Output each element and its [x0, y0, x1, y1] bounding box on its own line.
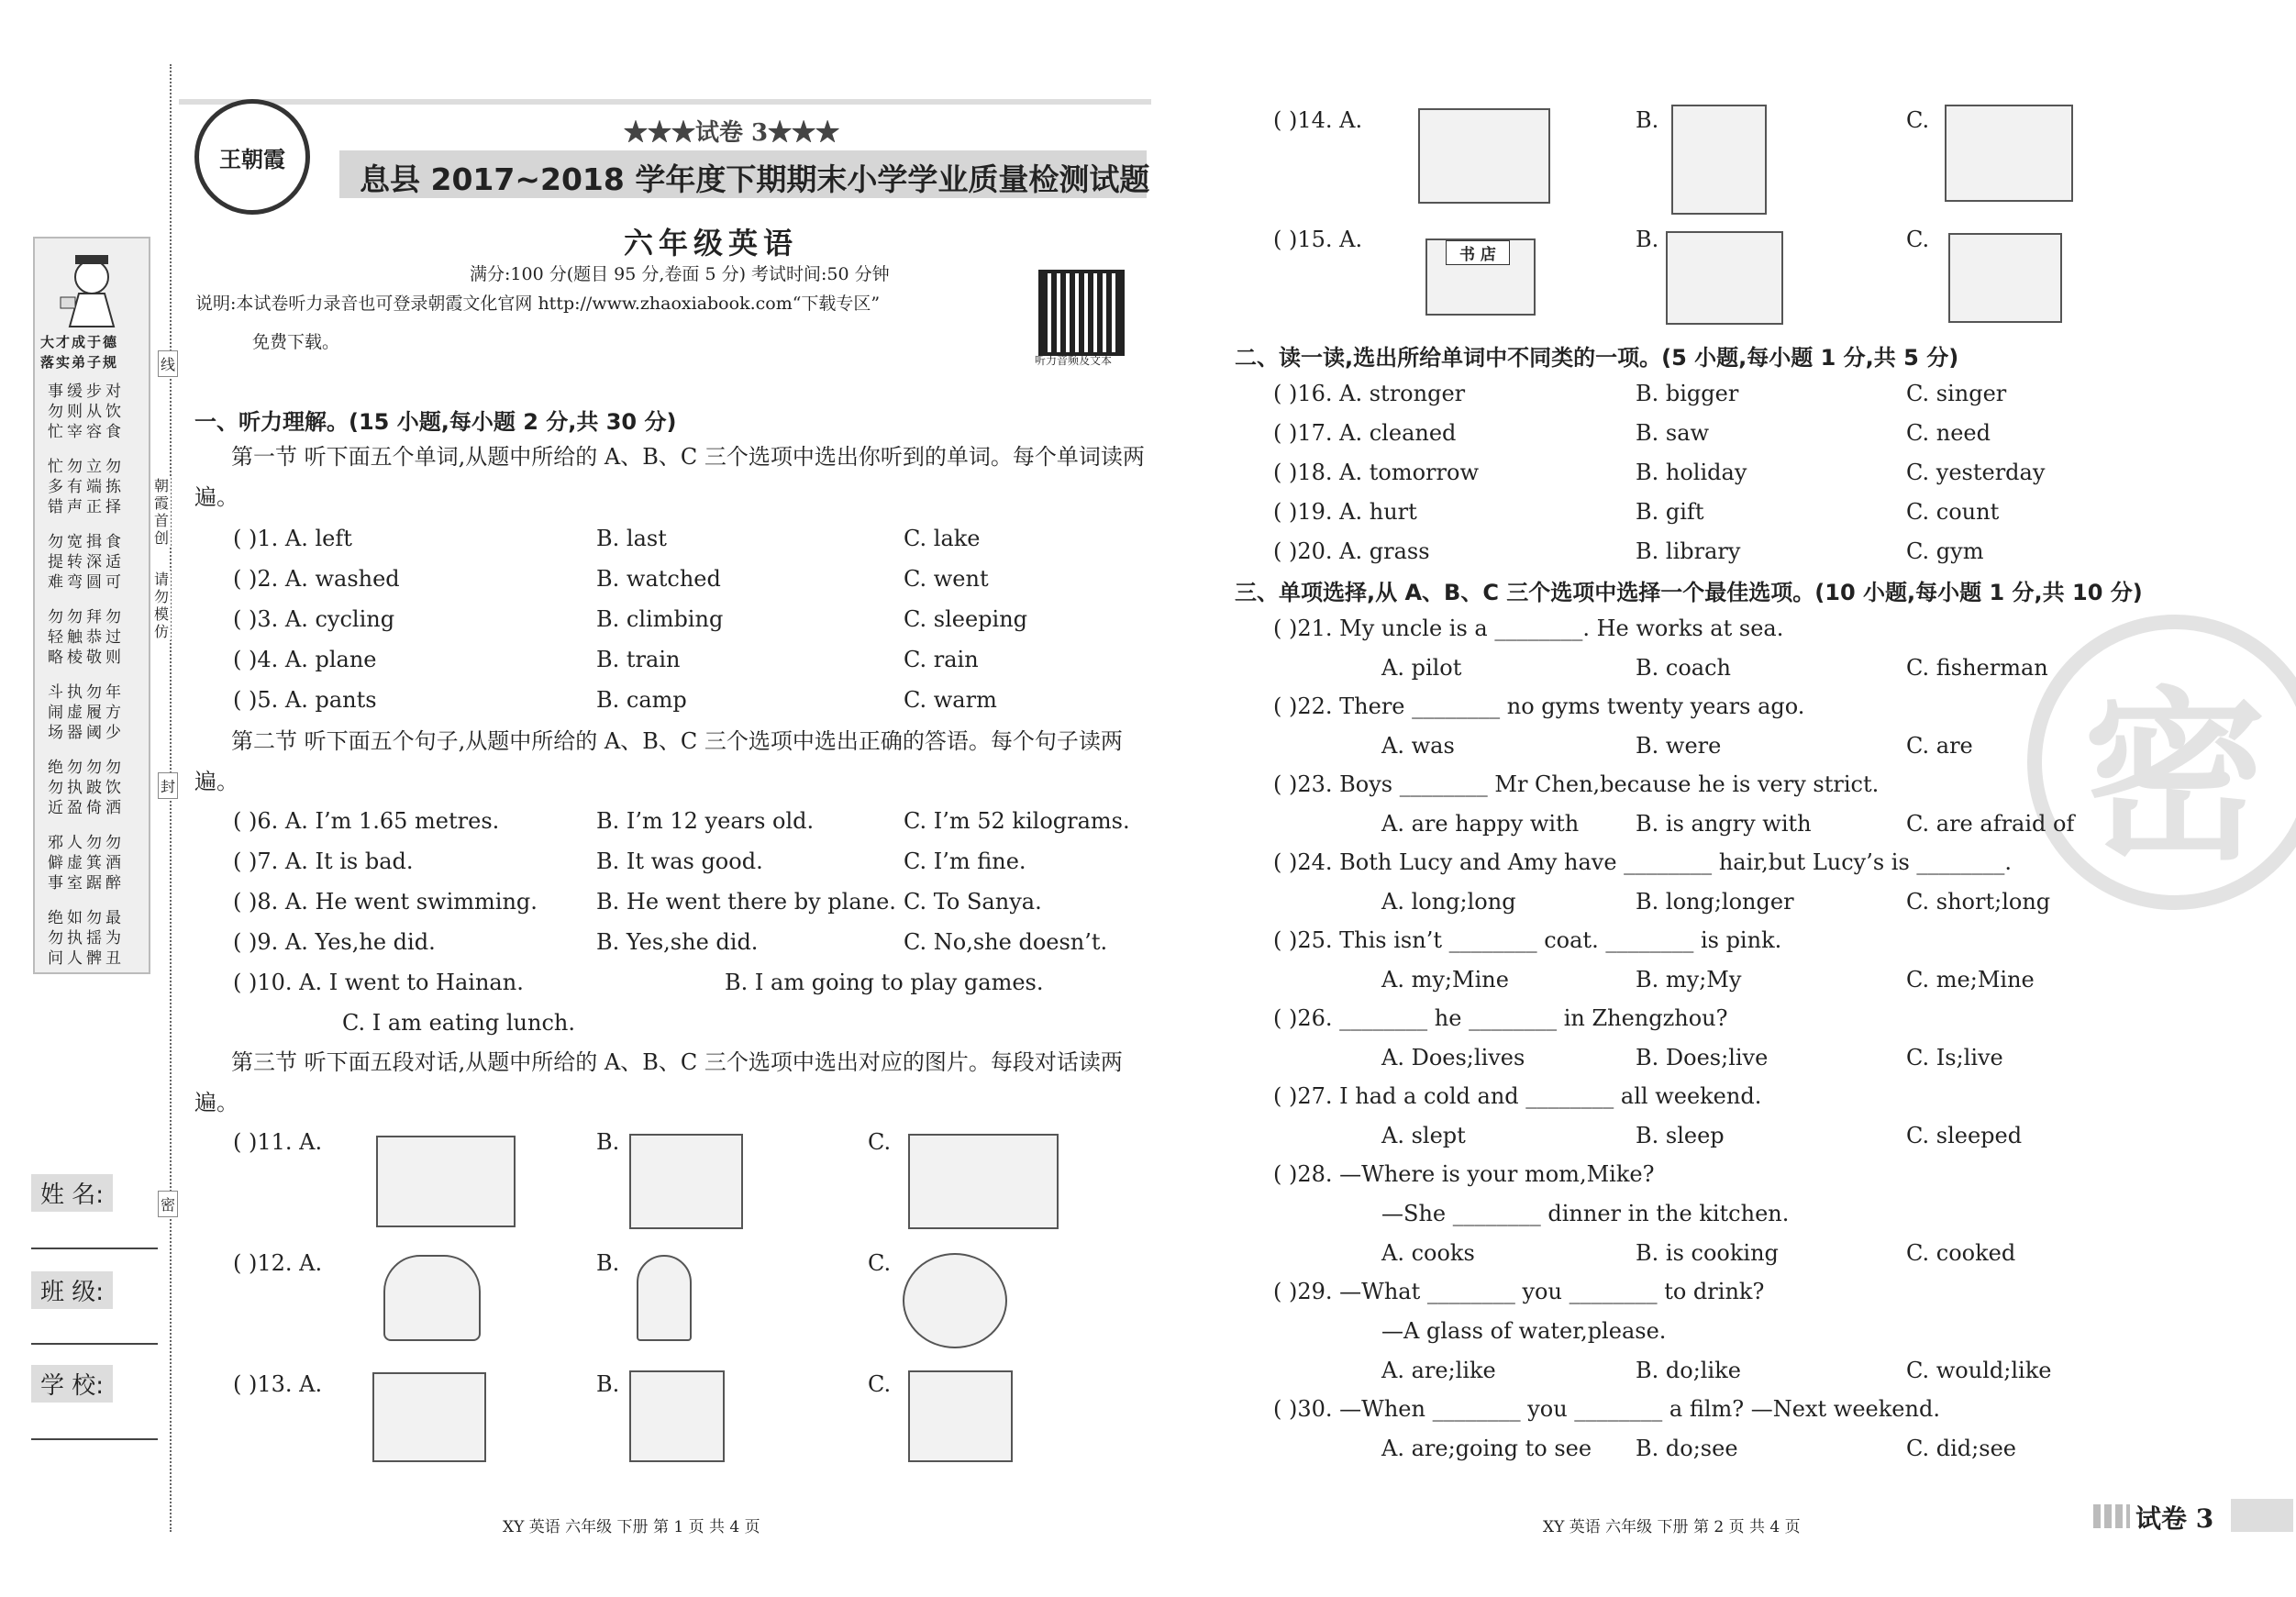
- q16-stem: ( )16. A. stronger: [1273, 381, 1466, 406]
- note-line-1: 说明:本试卷听力录音也可登录朝霞文化官网 http://www.zhaoxiabook.com“下载专区”: [195, 294, 881, 314]
- q6-stem: ( )6. A. I’m 1.65 metres.: [233, 808, 500, 834]
- q10-option-c[interactable]: C. I am eating lunch.: [342, 1010, 575, 1036]
- q29-option-c[interactable]: C. would;like: [1906, 1358, 2052, 1383]
- q20-option-b[interactable]: B. library: [1636, 538, 1741, 564]
- q9-stem: ( )9. A. Yes,he did.: [233, 929, 436, 955]
- q28-stem-2: —She ________ dinner in the kitchen.: [1381, 1201, 1790, 1226]
- poem-line: 错声正择: [48, 498, 125, 516]
- poem-line: 斗执勿年: [48, 683, 125, 702]
- q25-option-b[interactable]: B. my;My: [1636, 967, 1742, 993]
- corner-badge: 试卷 3: [2135, 1503, 2214, 1534]
- q14-label-c: C.: [1906, 107, 1930, 133]
- q25-option-a[interactable]: A. my;Mine: [1381, 967, 1509, 993]
- q11-picture-a-kites[interactable]: [376, 1136, 516, 1227]
- subject-title: 六年级英语: [624, 226, 799, 261]
- poem-line: 绝勿勿勿: [48, 759, 125, 777]
- q2-option-b[interactable]: B. watched: [596, 566, 721, 592]
- q14-label-b: B.: [1636, 107, 1659, 133]
- poem-line: 事室踞醉: [48, 874, 125, 893]
- qr-code[interactable]: [1038, 270, 1125, 356]
- q22-option-a[interactable]: A. was: [1381, 733, 1455, 759]
- q29-option-a[interactable]: A. are;like: [1381, 1358, 1496, 1383]
- q29-stem-2: —A glass of water,please.: [1381, 1318, 1667, 1344]
- q12-label-c: C.: [868, 1250, 892, 1276]
- margin-word-xian: 线: [158, 350, 178, 377]
- q30-option-c[interactable]: C. did;see: [1906, 1436, 2016, 1461]
- q2-option-c[interactable]: C. went: [904, 566, 989, 592]
- sidebar-panel: [33, 237, 150, 974]
- q26-stem: ( )26. ________ he ________ in Zhengzhou?: [1273, 1005, 1728, 1031]
- q18-option-c[interactable]: C. yesterday: [1906, 460, 2046, 485]
- q24-option-b[interactable]: B. long;longer: [1636, 889, 1794, 915]
- q5-stem: ( )5. A. pants: [233, 687, 377, 713]
- q11-label-c: C.: [868, 1129, 892, 1155]
- q14-picture-b-bike[interactable]: [1671, 105, 1767, 215]
- q26-option-b[interactable]: B. Does;live: [1636, 1045, 1769, 1070]
- q7-option-b[interactable]: B. It was good.: [596, 848, 763, 874]
- q20-option-c[interactable]: C. gym: [1906, 538, 1984, 564]
- class-field[interactable]: [31, 1343, 158, 1345]
- q28-option-a[interactable]: A. cooks: [1381, 1240, 1475, 1266]
- q17-option-b[interactable]: B. saw: [1636, 420, 1710, 446]
- poem-line: 勿宽揖食: [48, 533, 125, 551]
- q10-stem: ( )10. A. I went to Hainan.: [233, 970, 524, 995]
- q14-picture-a-bed[interactable]: [1418, 108, 1550, 204]
- poem-line: 多有端拣: [48, 478, 125, 496]
- poem-line: 难弯圆可: [48, 573, 125, 592]
- corner-bar: [2231, 1499, 2293, 1532]
- q4-stem: ( )4. A. plane: [233, 647, 377, 672]
- q19-stem: ( )19. A. hurt: [1273, 499, 1417, 525]
- q23-option-c[interactable]: C. are afraid of: [1906, 811, 2075, 837]
- q10-option-b[interactable]: B. I am going to play games.: [725, 970, 1044, 995]
- q14-picture-c-tv[interactable]: [1945, 105, 2073, 202]
- q3-option-c[interactable]: C. sleeping: [904, 606, 1028, 632]
- sidebar-motto-1: 大才成于德: [40, 334, 119, 350]
- q12-picture-c-pizza[interactable]: [903, 1253, 1007, 1348]
- school-field[interactable]: [31, 1438, 158, 1440]
- margin-word-feng: 封: [158, 772, 178, 799]
- section1-text: 第一节 听下面五个单词,从题中所给的 A、B、C 三个选项中选出你听到的单词。每个单词读两遍。: [194, 444, 1145, 510]
- poem-line: 勿勿拜勿: [48, 608, 125, 627]
- q12-picture-a-cake[interactable]: [383, 1255, 481, 1341]
- q28-option-c[interactable]: C. cooked: [1906, 1240, 2016, 1266]
- part2-title: 二、读一读,选出所给单词中不同类的一项。(5 小题,每小题 1 分,共 5 分): [1235, 345, 1959, 371]
- q24-stem: ( )24. Both Lucy and Amy have ________ hair,but Lucy’s is ________.: [1273, 849, 2013, 875]
- poem-line: 僻虚箕酒: [48, 854, 125, 872]
- q14-stem: ( )14. A.: [1273, 107, 1363, 133]
- q17-stem: ( )17. A. cleaned: [1273, 420, 1457, 446]
- poem-line: 场器阈少: [48, 724, 125, 742]
- q23-stem: ( )23. Boys ________ Mr Chen,because he is very strict.: [1273, 771, 1880, 797]
- q8-option-b[interactable]: B. He went there by plane.: [596, 889, 896, 915]
- q29-stem: ( )29. —What ________ you ________ to drink?: [1273, 1279, 1765, 1304]
- q1-stem: ( )1. A. left: [233, 526, 352, 551]
- sidebar-poems: [48, 382, 143, 969]
- q29-option-b[interactable]: B. do;like: [1636, 1358, 1741, 1383]
- q5-option-c[interactable]: C. warm: [904, 687, 997, 713]
- part3-title: 三、单项选择,从 A、B、C 三个选项中选择一个最佳选项。(10 小题,每小题 1 分,共 10 分): [1235, 580, 2143, 605]
- school-label: 学 校:: [31, 1365, 113, 1403]
- q11-label-b: B.: [596, 1129, 620, 1155]
- q26-option-a[interactable]: A. Does;lives: [1381, 1045, 1525, 1070]
- q11-picture-c-beach[interactable]: [908, 1134, 1059, 1229]
- q28-stem: ( )28. —Where is your mom,Mike?: [1273, 1161, 1655, 1187]
- q27-option-c[interactable]: C. sleeped: [1906, 1123, 2023, 1148]
- q13-label-c: C.: [868, 1371, 892, 1397]
- poem-line: 邪人勿勿: [48, 834, 125, 852]
- q12-stem: ( )12. A.: [233, 1250, 323, 1276]
- q22-option-c[interactable]: C. are: [1906, 733, 1973, 759]
- q6-option-b[interactable]: B. I’m 12 years old.: [596, 808, 815, 834]
- poem-line: 闹虚履方: [48, 704, 125, 722]
- q16-option-c[interactable]: C. singer: [1906, 381, 2007, 406]
- q17-option-c[interactable]: C. need: [1906, 420, 1991, 446]
- q15-picture-b-piano[interactable]: [1666, 231, 1783, 325]
- poem-line: 近盈倚洒: [48, 799, 125, 817]
- q2-stem: ( )2. A. washed: [233, 566, 400, 592]
- q27-stem: ( )27. I had a cold and ________ all weekend.: [1273, 1083, 1762, 1109]
- q13-picture-c-worker[interactable]: [908, 1370, 1013, 1462]
- poem-line: 轻触恭过: [48, 628, 125, 647]
- paper-badge: ★★★试卷 3★★★: [624, 119, 840, 147]
- q21-option-c[interactable]: C. fisherman: [1906, 655, 2048, 681]
- poem-line: 问人髀丑: [48, 949, 125, 968]
- q7-stem: ( )7. A. It is bad.: [233, 848, 414, 874]
- q3-stem: ( )3. A. cycling: [233, 606, 395, 632]
- confidential-stamp: [2027, 615, 2296, 910]
- q18-option-b[interactable]: B. holiday: [1636, 460, 1747, 485]
- margin-word-mofang: 请勿模仿: [154, 571, 170, 640]
- q27-option-b[interactable]: B. sleep: [1636, 1123, 1725, 1148]
- poem-line: 忙宰容食: [48, 423, 125, 441]
- section3-text: 第三节 听下面五段对话,从题中所给的 A、B、C 三个选项中选出对应的图片。每段对话读两遍。: [194, 1049, 1123, 1115]
- q30-option-a[interactable]: A. are;going to see: [1381, 1436, 1592, 1461]
- q13-picture-b-postman[interactable]: [629, 1370, 725, 1462]
- q22-stem: ( )22. There ________ no gyms twenty years ago.: [1273, 693, 1805, 719]
- q9-option-b[interactable]: B. Yes,she did.: [596, 929, 759, 955]
- right-footer: XY 英语 六年级 下册 第 2 页 共 4 页: [1543, 1518, 1801, 1536]
- poem-line: 事缓步对: [48, 383, 125, 401]
- q19-option-b[interactable]: B. gift: [1636, 499, 1704, 525]
- q18-stem: ( )18. A. tomorrow: [1273, 460, 1479, 485]
- q4-option-b[interactable]: B. train: [596, 647, 681, 672]
- q26-option-c[interactable]: C. Is;live: [1906, 1045, 2003, 1070]
- q19-option-c[interactable]: C. count: [1906, 499, 2000, 525]
- score-line: 满分:100 分(题目 95 分,卷面 5 分) 考试时间:50 分钟: [470, 264, 890, 284]
- q15-label-b: B.: [1636, 227, 1659, 252]
- poem-line: 提转深适: [48, 553, 125, 571]
- q8-stem: ( )8. A. He went swimming.: [233, 889, 538, 915]
- confidential-stamp-char: 密: [2082, 671, 2267, 885]
- poem-line: 绝如勿最: [48, 909, 125, 927]
- q27-option-a[interactable]: A. slept: [1381, 1123, 1466, 1148]
- q21-option-b[interactable]: B. coach: [1636, 655, 1731, 681]
- q30-stem: ( )30. —When ________ you ________ a film? —Next weekend.: [1273, 1396, 1940, 1422]
- q8-option-c[interactable]: C. To Sanya.: [904, 889, 1042, 915]
- note-line-2: 免费下载。: [252, 332, 340, 352]
- q20-stem: ( )20. A. grass: [1273, 538, 1430, 564]
- q24-option-a[interactable]: A. long;long: [1381, 889, 1516, 915]
- bookstore-sign: 书 店: [1446, 240, 1510, 265]
- q11-picture-b-snowman[interactable]: [629, 1134, 743, 1229]
- q28-option-b[interactable]: B. is cooking: [1636, 1240, 1779, 1266]
- qr-caption: 听力音频及文本: [1035, 354, 1113, 367]
- q22-option-b[interactable]: B. were: [1636, 733, 1722, 759]
- q1-option-b[interactable]: B. last: [596, 526, 667, 551]
- q12-picture-b-icecream[interactable]: [637, 1255, 692, 1341]
- q4-option-c[interactable]: C. rain: [904, 647, 979, 672]
- brand-logo: [194, 99, 310, 215]
- q11-stem: ( )11. A.: [233, 1129, 323, 1155]
- corner-decoration: [2093, 1504, 2130, 1528]
- poem-line: 略棱敬则: [48, 649, 125, 667]
- name-field[interactable]: [31, 1248, 158, 1249]
- q21-stem: ( )21. My uncle is a ________. He works at sea.: [1273, 616, 1784, 641]
- q6-option-c[interactable]: C. I’m 52 kilograms.: [904, 808, 1130, 834]
- q7-option-c[interactable]: C. I’m fine.: [904, 848, 1026, 874]
- q15-label-c: C.: [1906, 227, 1930, 252]
- q3-option-b[interactable]: B. climbing: [596, 606, 724, 632]
- q23-option-a[interactable]: A. are happy with: [1381, 811, 1580, 837]
- section2-text: 第二节 听下面五个句子,从题中所给的 A、B、C 三个选项中选出正确的答语。每个句子读两遍。: [194, 728, 1123, 794]
- q25-stem: ( )25. This isn’t ________ coat. ________ is pink.: [1273, 927, 1782, 953]
- poem-line: 勿执跛饮: [48, 779, 125, 797]
- q21-option-a[interactable]: A. pilot: [1381, 655, 1462, 681]
- q9-option-c[interactable]: C. No,she doesn’t.: [904, 929, 1108, 955]
- q12-label-b: B.: [596, 1250, 620, 1276]
- poem-line: 勿则从饮: [48, 403, 125, 421]
- margin-word-mi: 密: [158, 1191, 178, 1217]
- left-footer: XY 英语 六年级 下册 第 1 页 共 4 页: [503, 1518, 760, 1536]
- q30-option-b[interactable]: B. do;see: [1636, 1436, 1738, 1461]
- poem-line: 忙勿立勿: [48, 458, 125, 476]
- q5-option-b[interactable]: B. camp: [596, 687, 687, 713]
- q15-stem: ( )15. A.: [1273, 227, 1363, 252]
- name-label: 姓 名:: [31, 1174, 113, 1212]
- class-label: 班 级:: [31, 1271, 113, 1309]
- header-ribbon: [179, 99, 1151, 105]
- q25-option-c[interactable]: C. me;Mine: [1906, 967, 2035, 993]
- brand-logo-text: 王朝霞: [219, 145, 285, 172]
- q24-option-c[interactable]: C. short;long: [1906, 889, 2051, 915]
- q13-stem: ( )13. A.: [233, 1371, 323, 1397]
- part1-title: 一、听力理解。(15 小题,每小题 2 分,共 30 分): [194, 409, 677, 435]
- q1-option-c[interactable]: C. lake: [904, 526, 981, 551]
- q15-picture-c-hospital[interactable]: [1948, 233, 2062, 323]
- margin-word-shouchuang: 朝霞首创: [154, 477, 170, 547]
- exam-title: 息县 2017~2018 学年度下期期末小学学业质量检测试题: [360, 161, 1150, 197]
- q16-option-b[interactable]: B. bigger: [1636, 381, 1739, 406]
- q13-picture-a-police[interactable]: [372, 1372, 486, 1462]
- sidebar-motto-2: 落实弟子规: [40, 354, 119, 371]
- q13-label-b: B.: [596, 1371, 620, 1397]
- sidebar-figure: [51, 250, 132, 328]
- q23-option-b[interactable]: B. is angry with: [1636, 811, 1812, 837]
- poem-line: 勿执揺为: [48, 929, 125, 948]
